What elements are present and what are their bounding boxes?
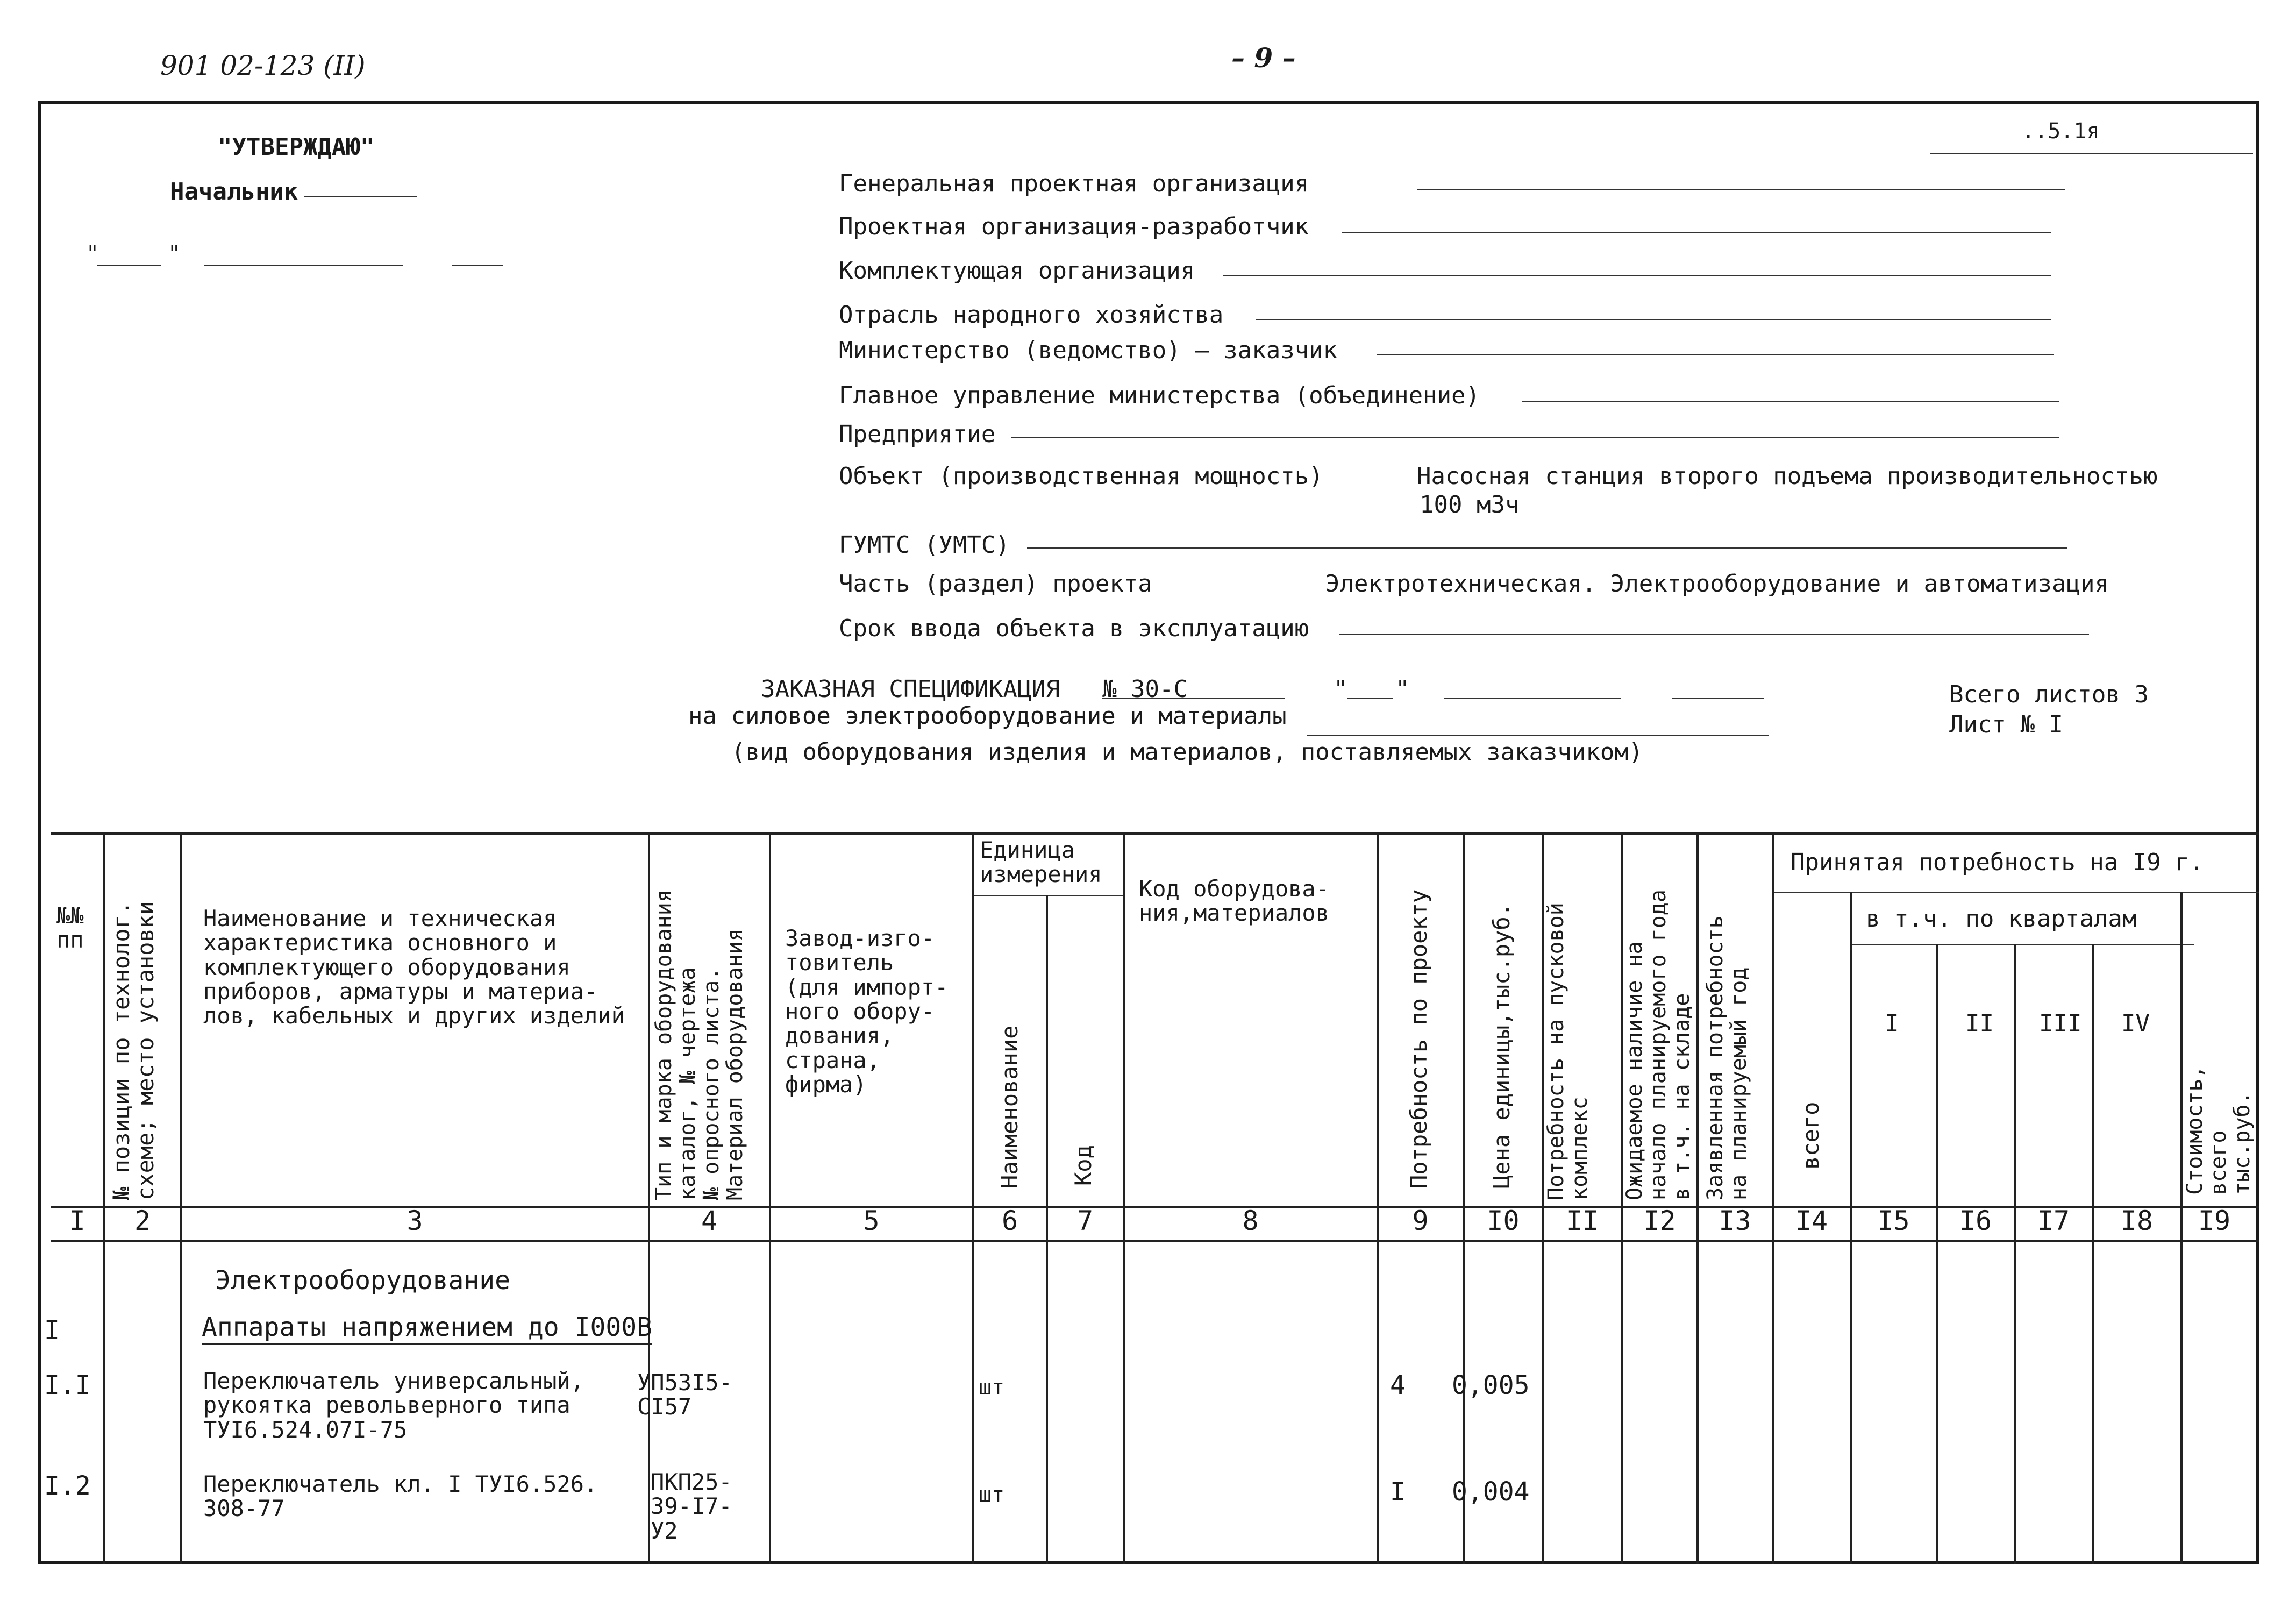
header-col-13: Заявленная потребность на планируемый год bbox=[1703, 915, 1751, 1200]
ministry-label: Министерство (ведомство) – заказчик bbox=[839, 337, 1338, 364]
quarters-group-divider bbox=[1850, 944, 2194, 945]
header-col-3: Наименование и техническая характеристика основного и комплектующего оборудования приборов, арматуры и материа- лов, кабельных и других изделий bbox=[203, 905, 625, 1029]
page-number: – 9 – bbox=[1231, 42, 1296, 74]
approve-quote-open: " bbox=[86, 241, 99, 266]
table-row-name: Переключатель кл. I ТУI6.526. 308-77 bbox=[203, 1471, 598, 1522]
complete-org-line bbox=[1223, 275, 2051, 276]
gumts-line bbox=[1027, 547, 2067, 549]
col-divider-13 bbox=[1772, 832, 1774, 1564]
header-col-9: Потребность по проекту bbox=[1406, 889, 1432, 1189]
column-number: 6 bbox=[1001, 1205, 1018, 1236]
gumts-label: ГУМТС (УМТС) bbox=[839, 531, 1010, 559]
spec-number-line bbox=[1102, 698, 1285, 699]
header-col-18: IV bbox=[2121, 1010, 2150, 1037]
approve-chief-line bbox=[304, 196, 417, 197]
table-row-price: 0,005 bbox=[1452, 1370, 1530, 1400]
industry-label: Отрасль народного хозяйства bbox=[839, 301, 1224, 329]
table-row-type: ПКП25- 39-I7- У2 bbox=[651, 1469, 732, 1544]
table-row-price: 0,004 bbox=[1452, 1477, 1530, 1507]
main-dept-line bbox=[1522, 401, 2059, 402]
spec-subtitle-line bbox=[1307, 735, 1769, 736]
spec-date-quote-open: " bbox=[1334, 675, 1348, 703]
sheet-number: Лист № I bbox=[1949, 711, 2063, 738]
header-col-8: Код оборудова- ния,материалов bbox=[1139, 876, 1330, 927]
column-number: I7 bbox=[2037, 1205, 2070, 1236]
document-code: 901 02-123 (II) bbox=[160, 50, 366, 81]
spec-date-quote-close: " bbox=[1395, 675, 1410, 703]
column-number: 3 bbox=[407, 1205, 423, 1236]
corner-line bbox=[1930, 153, 2253, 154]
approve-chief-label: Начальник bbox=[170, 178, 298, 205]
general-org-label: Генеральная проектная организация bbox=[839, 170, 1309, 197]
spec-subtitle: на силовое электрооборудование и материалы bbox=[688, 702, 1287, 730]
deadline-line bbox=[1339, 634, 2089, 635]
object-value-line2: 100 м3ч bbox=[1420, 491, 1520, 518]
object-label: Объект (производственная мощность) bbox=[839, 462, 1323, 490]
table-row-qty: I bbox=[1390, 1477, 1406, 1507]
table-row-qty: 4 bbox=[1390, 1370, 1406, 1400]
header-col-11: Потребность на пусковой комплекс bbox=[1544, 902, 1592, 1200]
approve-month-line bbox=[204, 265, 403, 266]
header-col-17: III bbox=[2039, 1010, 2082, 1037]
group-title-text: Аппараты напряжением до I000В bbox=[202, 1312, 652, 1345]
approve-title: "УТВЕРЖДАЮ" bbox=[218, 133, 375, 161]
col-divider-2 bbox=[180, 832, 182, 1564]
table-row-no: I.2 bbox=[44, 1471, 91, 1501]
section-title: Электрооборудование bbox=[215, 1265, 511, 1296]
general-org-line bbox=[1417, 189, 2065, 190]
col-divider-5 bbox=[972, 832, 974, 1564]
col-divider-9 bbox=[1463, 832, 1465, 1564]
header-quarters-group: в т.ч. по кварталам bbox=[1866, 905, 2137, 933]
header-col-2: № позиции по технолог. схеме; место установки bbox=[108, 901, 159, 1200]
col-divider-7 bbox=[1123, 832, 1125, 1564]
header-unit-group: Единица измерения bbox=[980, 837, 1102, 888]
column-number: 9 bbox=[1412, 1205, 1429, 1236]
table-row-name: Переключатель универсальный, рукоятка револьверного типа ТУI6.524.07I-75 bbox=[203, 1368, 584, 1443]
enterprise-line bbox=[1011, 437, 2059, 438]
col-divider-8 bbox=[1377, 832, 1379, 1564]
column-number: I5 bbox=[1877, 1205, 1910, 1236]
header-col-14: всего bbox=[1798, 1101, 1824, 1170]
design-org-label: Проектная организация-разработчик bbox=[839, 213, 1309, 240]
table-top-border bbox=[51, 832, 2259, 835]
column-number: I9 bbox=[2198, 1205, 2231, 1236]
deadline-label: Срок ввода объекта в эксплуатацию bbox=[839, 615, 1309, 642]
header-col-5: Завод-изго- товитель (для импорт- ного обору- дования, страна, фирма) bbox=[785, 925, 949, 1098]
col-divider-12 bbox=[1696, 832, 1699, 1564]
group-title bbox=[202, 1313, 652, 1342]
header-col-1: №№ пп bbox=[56, 902, 84, 954]
column-number: 5 bbox=[863, 1205, 880, 1236]
approve-quote-close: " bbox=[168, 241, 181, 266]
column-number: 7 bbox=[1076, 1205, 1094, 1236]
design-org-line bbox=[1342, 232, 2051, 233]
col-divider-16 bbox=[2014, 944, 2016, 1564]
column-number: I8 bbox=[2120, 1205, 2154, 1236]
col-divider-4 bbox=[769, 832, 771, 1564]
industry-line bbox=[1256, 319, 2051, 320]
part-label: Часть (раздел) проекта bbox=[839, 570, 1152, 597]
spec-date-year-line bbox=[1672, 698, 1764, 699]
col-divider-3 bbox=[648, 832, 650, 1564]
column-number: I2 bbox=[1643, 1205, 1676, 1236]
complete-org-label: Комплектующая организация bbox=[839, 257, 1195, 284]
column-number: I0 bbox=[1487, 1205, 1520, 1236]
column-number: 2 bbox=[134, 1205, 151, 1236]
ministry-line bbox=[1377, 354, 2054, 355]
header-accepted-group: Принятая потребность на I9 г. bbox=[1791, 849, 2204, 876]
group-number: I bbox=[44, 1315, 60, 1346]
spec-note: (вид оборудования изделия и материалов, поставляемых заказчиком) bbox=[731, 738, 1643, 766]
approve-day-line bbox=[97, 265, 161, 266]
table-row-unit: шт bbox=[979, 1375, 1005, 1400]
header-col-7: Код bbox=[1070, 1145, 1096, 1186]
header-col-19: Стоимость, всего тыс.руб. bbox=[2183, 1065, 2255, 1195]
part-value: Электротехническая. Электрооборудование и автоматизация bbox=[1325, 570, 2109, 597]
header-col-10: Цена единицы,тыс.руб. bbox=[1488, 902, 1515, 1189]
col-divider-1 bbox=[103, 832, 105, 1564]
spec-date-month-line bbox=[1444, 698, 1621, 699]
column-number: I6 bbox=[1959, 1205, 1992, 1236]
header-col-4: Тип и марка оборудования каталог, № чертежа № опросного листа. Материал оборудования bbox=[652, 890, 747, 1200]
col-divider-15 bbox=[1936, 944, 1938, 1564]
accepted-group-divider bbox=[1772, 892, 2259, 893]
column-number: I bbox=[69, 1205, 85, 1236]
column-number: I4 bbox=[1795, 1205, 1828, 1236]
corner-fragment: ..5.1я bbox=[2022, 119, 2100, 144]
enterprise-label: Предприятие bbox=[839, 421, 996, 448]
column-number: I3 bbox=[1719, 1205, 1751, 1236]
header-col-15: I bbox=[1885, 1010, 1899, 1037]
header-col-16: II bbox=[1965, 1010, 1994, 1037]
spec-number: № 30-С bbox=[1102, 675, 1188, 703]
header-col-6: Наименование bbox=[996, 1025, 1023, 1189]
main-dept-label: Главное управление министерства (объединение) bbox=[839, 382, 1480, 409]
colnum-bottom-border bbox=[51, 1240, 2259, 1242]
column-number: 8 bbox=[1242, 1205, 1259, 1236]
table-row-no: I.I bbox=[44, 1370, 91, 1400]
total-sheets: Всего листов 3 bbox=[1949, 681, 2149, 708]
header-col-12: Ожидаемое наличие на начало планируемого года в т.ч. на складе bbox=[1622, 890, 1694, 1200]
table-row-type: УП53I5- CI57 bbox=[637, 1369, 733, 1420]
spec-date-day-line bbox=[1347, 698, 1393, 699]
col-divider-17 bbox=[2092, 944, 2094, 1564]
spec-title: ЗАКАЗНАЯ СПЕЦИФИКАЦИЯ bbox=[761, 675, 1060, 703]
approve-year-line bbox=[452, 265, 503, 266]
column-number: II bbox=[1566, 1205, 1599, 1236]
column-number: 4 bbox=[701, 1205, 718, 1236]
object-value-line1: Насосная станция второго подъема производительностью bbox=[1417, 462, 2158, 490]
table-row-unit: шт bbox=[979, 1483, 1005, 1507]
